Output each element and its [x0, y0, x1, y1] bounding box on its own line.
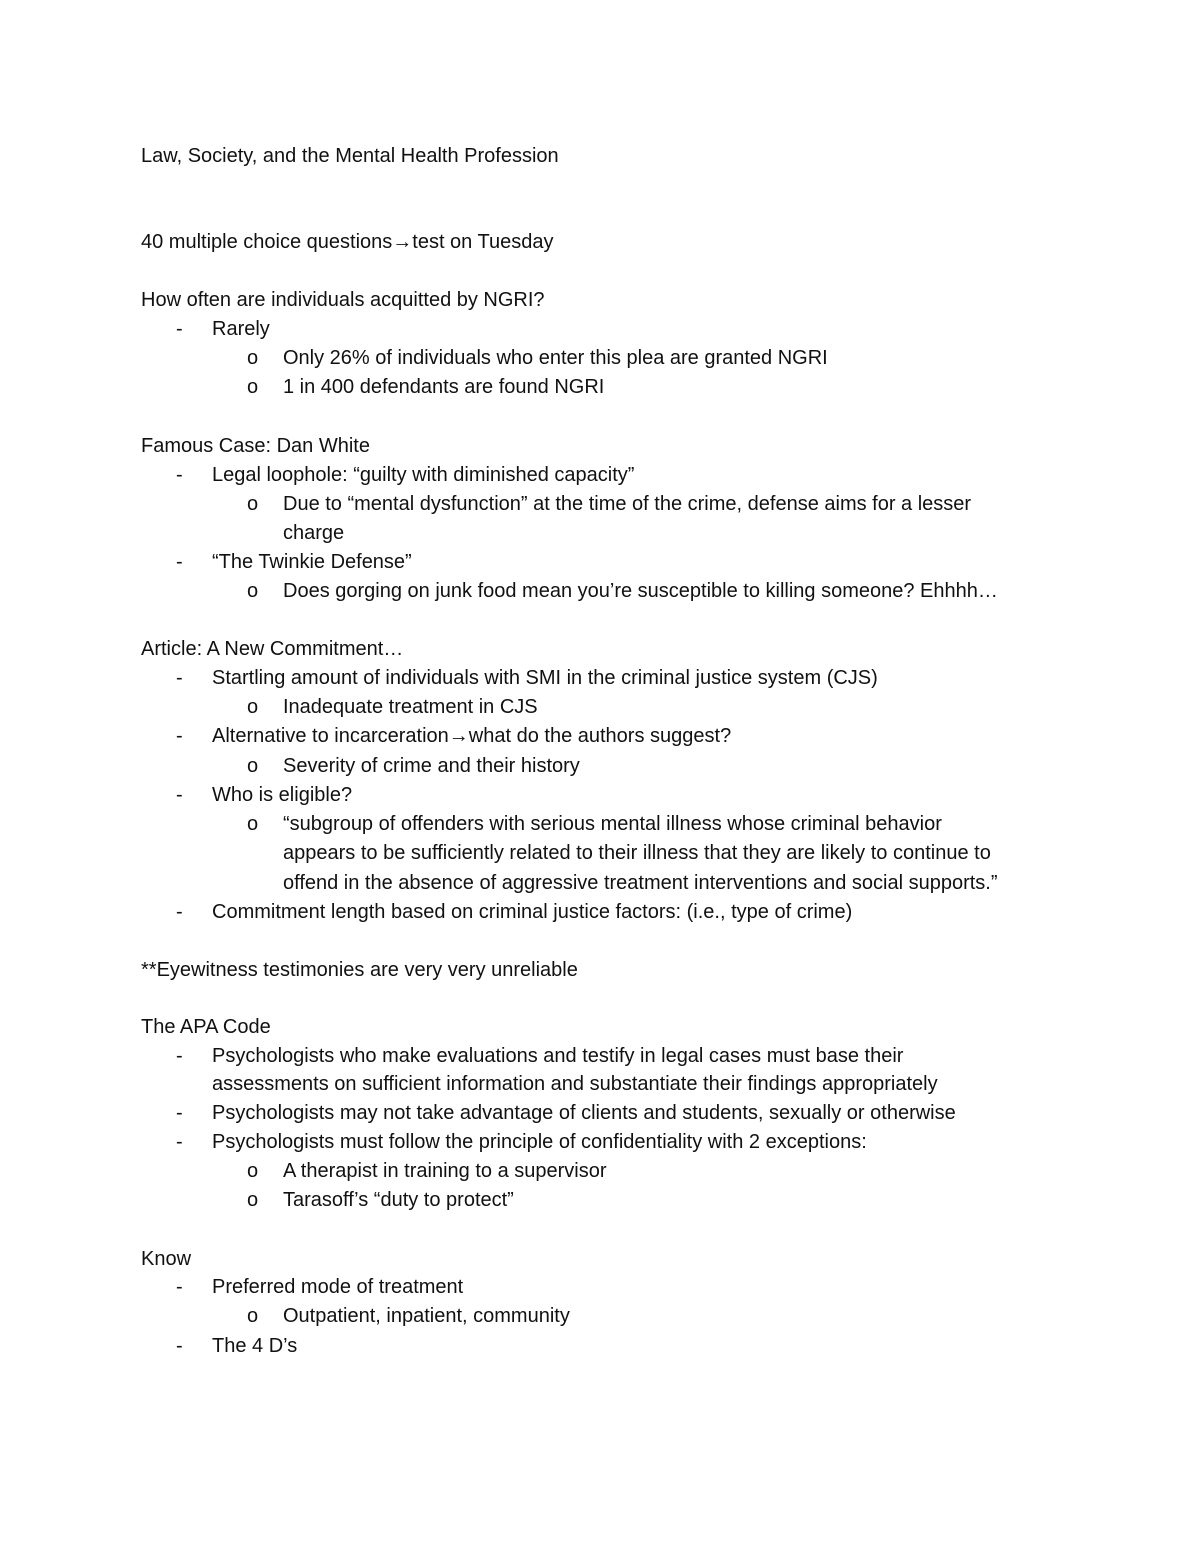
note-line-text: Tarasoff’s “duty to protect”: [283, 1189, 514, 1211]
note-line-text: A therapist in training to a supervisor: [283, 1160, 607, 1182]
note-line-text: Psychologists who make evaluations and testify in legal cases must base their: [212, 1045, 904, 1067]
dash-bullet-icon: -: [176, 1102, 183, 1124]
circle-bullet-icon: o: [247, 347, 259, 369]
note-line-text: “subgroup of offenders with serious mental illness whose criminal behavior: [283, 813, 942, 835]
dash-bullet-icon: -: [176, 784, 183, 806]
note-line-text: Outpatient, inpatient, community: [283, 1305, 570, 1327]
circle-bullet-icon: o: [247, 580, 259, 602]
note-line-text: Due to “mental dysfunction” at the time of the crime, defense aims for a lesser: [283, 493, 972, 515]
note-line-text: charge: [283, 522, 345, 544]
note-line-text: offend in the absence of aggressive treatment interventions and social supports.”: [283, 872, 998, 894]
note-line-text: 1 in 400 defendants are found NGRI: [283, 376, 605, 398]
circle-bullet-icon: o: [247, 755, 259, 777]
note-line-text: 40 multiple choice questions→test on Tuesday: [141, 231, 554, 253]
dash-bullet-icon: -: [176, 1276, 183, 1298]
note-line-text: Alternative to incarceration→what do the authors suggest?: [212, 725, 732, 747]
note-line-text: Preferred mode of treatment: [212, 1276, 464, 1298]
dash-bullet-icon: -: [176, 551, 183, 573]
note-line-text: Know: [141, 1248, 192, 1270]
circle-bullet-icon: o: [247, 493, 259, 515]
note-line-text: **Eyewitness testimonies are very very unreliable: [141, 959, 578, 981]
circle-bullet-icon: o: [247, 1160, 259, 1182]
dash-bullet-icon: -: [176, 901, 183, 923]
circle-bullet-icon: o: [247, 1189, 259, 1211]
note-line-text: Rarely: [212, 318, 270, 340]
note-line-text: Only 26% of individuals who enter this plea are granted NGRI: [283, 347, 828, 369]
document-title-text: Law, Society, and the Mental Health Profession: [141, 145, 559, 167]
dash-bullet-icon: -: [176, 1335, 183, 1357]
note-line-text: Startling amount of individuals with SMI in the criminal justice system (CJS): [212, 667, 878, 689]
note-line-text: assessments on sufficient information and substantiate their findings appropriately: [212, 1073, 938, 1095]
circle-bullet-icon: o: [247, 376, 259, 398]
note-line-text: Article: A New Commitment…: [141, 638, 404, 660]
dash-bullet-icon: -: [176, 1131, 183, 1153]
note-line-text: How often are individuals acquitted by NGRI?: [141, 289, 545, 311]
note-line-text: The 4 D’s: [212, 1335, 298, 1357]
note-line-text: Commitment length based on criminal justice factors: (i.e., type of crime): [212, 901, 853, 923]
note-line-text: Who is eligible?: [212, 784, 353, 806]
dash-bullet-icon: -: [176, 1045, 183, 1067]
note-line-text: Inadequate treatment in CJS: [283, 696, 538, 718]
note-line-text: appears to be sufficiently related to their illness that they are likely to continue to: [283, 842, 991, 864]
circle-bullet-icon: o: [247, 696, 259, 718]
dash-bullet-icon: -: [176, 667, 183, 689]
dash-bullet-icon: -: [176, 464, 183, 486]
note-line-text: Psychologists may not take advantage of clients and students, sexually or otherwise: [212, 1102, 956, 1124]
circle-bullet-icon: o: [247, 813, 259, 835]
note-line-text: Legal loophole: “guilty with diminished capacity”: [212, 464, 635, 486]
note-line-text: Psychologists must follow the principle of confidentiality with 2 exceptions:: [212, 1131, 867, 1153]
circle-bullet-icon: o: [247, 1305, 259, 1327]
note-line-text: “The Twinkie Defense”: [212, 551, 412, 573]
note-line-text: Famous Case: Dan White: [141, 435, 370, 457]
note-line-text: Severity of crime and their history: [283, 755, 580, 777]
dash-bullet-icon: -: [176, 318, 183, 340]
note-line-text: Does gorging on junk food mean you’re susceptible to killing someone? Ehhhh…: [283, 580, 998, 602]
note-line-text: The APA Code: [141, 1016, 271, 1038]
dash-bullet-icon: -: [176, 725, 183, 747]
